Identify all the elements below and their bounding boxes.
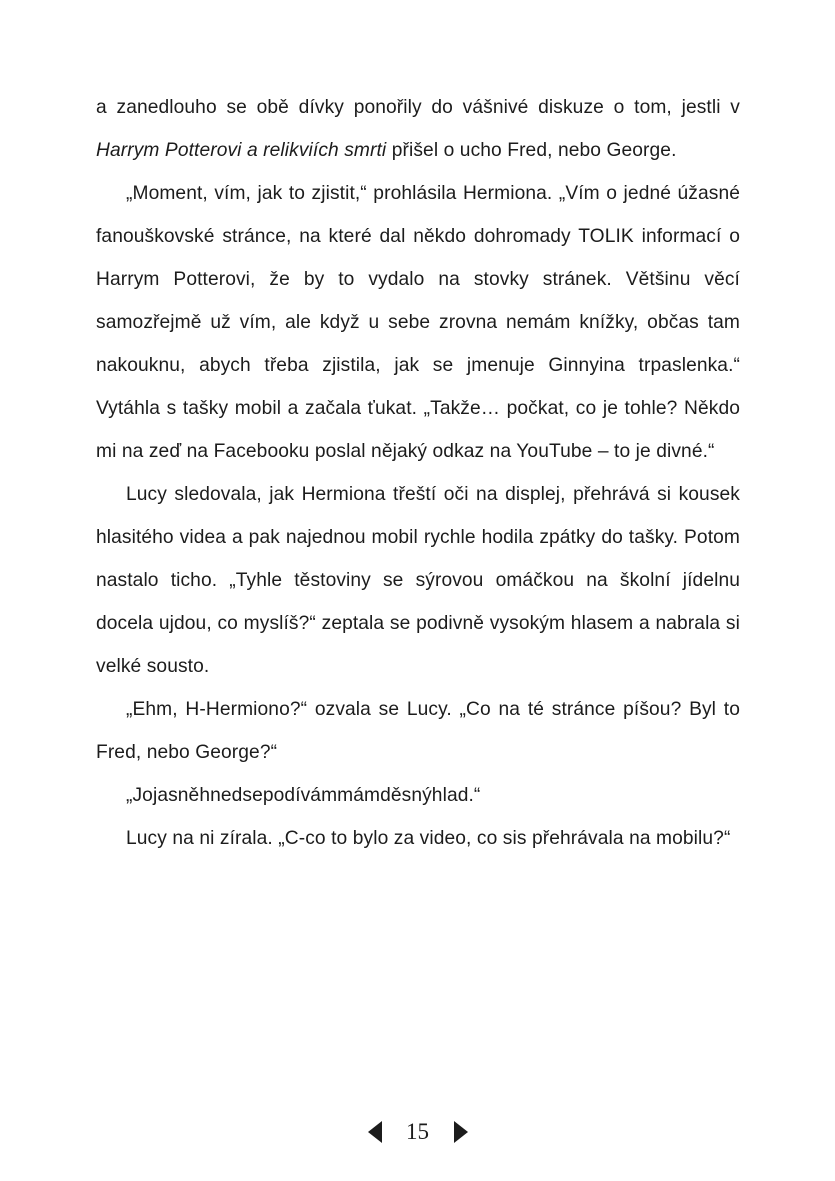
paragraph-run: Lucy na ni zírala. „C-co to bylo za video, co sis přehrávala na mobilu?“: [126, 828, 731, 849]
previous-page-button[interactable]: [366, 1121, 384, 1143]
paragraph: [96, 817, 740, 860]
paragraph: [96, 774, 740, 817]
paragraph-run: přišel o ucho Fred, nebo George.: [386, 140, 677, 161]
paragraph-run: Lucy sledovala, jak Hermiona třeští oči na displej, přehrává si kousek hlasitého videa a pak najednou mobil rychle hodila zpátky do tašky. Potom nastalo ticho. „Tyhle těstoviny se sýrovou omáčkou na školní jídelnu docela ujdou, co myslíš?“ zeptala se podivně vysokým hlasem a nabrala si velké sousto.: [96, 484, 740, 677]
paragraph: [96, 473, 740, 688]
paragraph-run: „Ehm, H-Hermiono?“ ozvala se Lucy. „Co na té stránce píšou? Byl to Fred, nebo George?“: [96, 699, 740, 763]
paragraph: [96, 688, 740, 774]
page-number: 15: [406, 1119, 429, 1144]
paragraph-run-italic: Harrym Potterovi a relikviích smrti: [96, 140, 387, 161]
paragraph: [96, 86, 740, 172]
page-footer: [0, 1119, 835, 1145]
triangle-left-icon: [368, 1121, 382, 1143]
paragraph-run: a zanedlouho se obě dívky ponořily do vášnivé diskuze o tom, jestli v: [96, 97, 740, 118]
paragraph-run: „Jojasněhnedsepodívámmámděsnýhlad.“: [126, 785, 481, 806]
next-page-button[interactable]: [452, 1121, 470, 1143]
paragraph-run: „Moment, vím, jak to zjistit,“ prohlásila Hermiona. „Vím o jedné úžasné fanouškovské stránce, na které dal někdo dohromady TOLIK informací o Harrym Potterovi, že by to vydalo na stovky stránek. Většinu věcí samozřejmě už vím, ale když u sebe zrovna nemám knížky, občas tam nakouknu, abych třeba zjistila, jak se jmenuje Ginnyina trpaslenka.“ Vytáhla s tašky mobil a začala ťukat. „Takže… počkat, co je tohle? Někdo mi na zeď na Facebooku poslal nějaký odkaz na YouTube – to je divné.“: [96, 183, 740, 462]
paragraph: [96, 172, 740, 473]
page-text-column: [96, 86, 740, 860]
triangle-right-icon: [454, 1121, 468, 1143]
